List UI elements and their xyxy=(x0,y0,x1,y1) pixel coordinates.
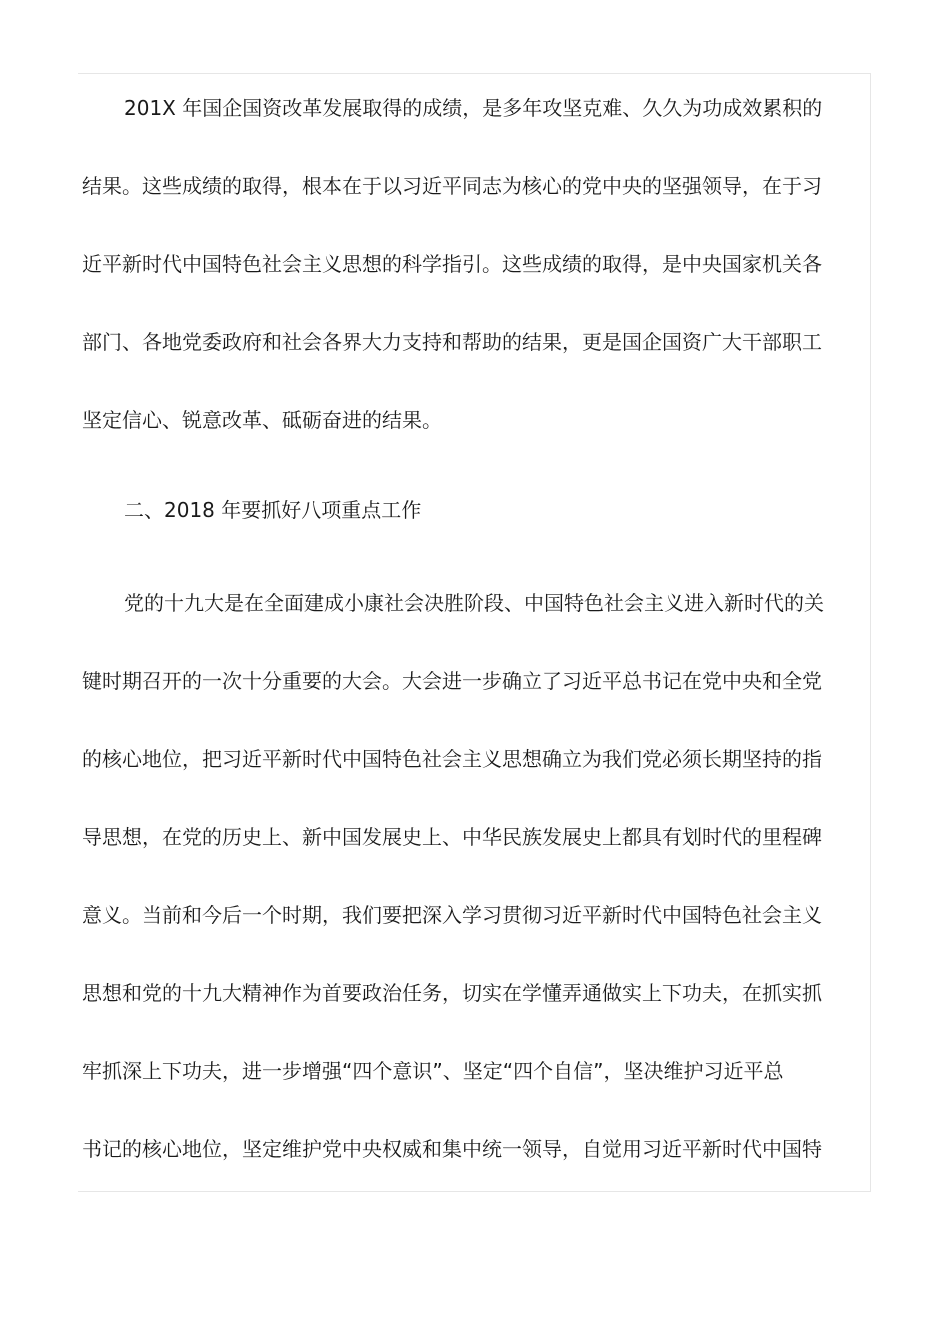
paragraph-line: 部门、各地党委政府和社会各界大力支持和帮助的结果，更是国企国资广大干部职工 xyxy=(82,330,822,354)
paragraph-line: 近平新时代中国特色社会主义思想的科学指引。这些成绩的取得，是中央国家机关各 xyxy=(82,252,822,276)
section-heading: 二、2018 年要抓好八项重点工作 xyxy=(124,498,422,522)
paragraph-line: 党的十九大是在全面建成小康社会决胜阶段、中国特色社会主义进入新时代的关 xyxy=(124,591,824,615)
paragraph-line: 201X 年国企国资改革发展取得的成绩，是多年攻坚克难、久久为功成效累积的 xyxy=(124,96,823,120)
paragraph-line: 键时期召开的一次十分重要的大会。大会进一步确立了习近平总书记在党中央和全党 xyxy=(82,669,822,693)
paragraph-line: 牢抓深上下功夫，进一步增强“四个意识”、坚定“四个自信”，坚决维护习近平总 xyxy=(82,1059,784,1083)
paragraph-line: 结果。这些成绩的取得，根本在于以习近平同志为核心的党中央的坚强领导，在于习 xyxy=(82,174,822,198)
paragraph-line: 书记的核心地位，坚定维护党中央权威和集中统一领导，自觉用习近平新时代中国特 xyxy=(82,1137,822,1161)
paragraph-line: 导思想，在党的历史上、新中国发展史上、中华民族发展史上都具有划时代的里程碑 xyxy=(82,825,822,849)
paragraph-line: 坚定信心、锐意改革、砥砺奋进的结果。 xyxy=(82,408,442,432)
paragraph-line: 的核心地位，把习近平新时代中国特色社会主义思想确立为我们党必须长期坚持的指 xyxy=(82,747,822,771)
paragraph-line: 意义。当前和今后一个时期，我们要把深入学习贯彻习近平新时代中国特色社会主义 xyxy=(82,903,822,927)
page-frame xyxy=(78,73,871,1192)
paragraph-line: 思想和党的十九大精神作为首要政治任务，切实在学懂弄通做实上下功夫，在抓实抓 xyxy=(82,981,822,1005)
